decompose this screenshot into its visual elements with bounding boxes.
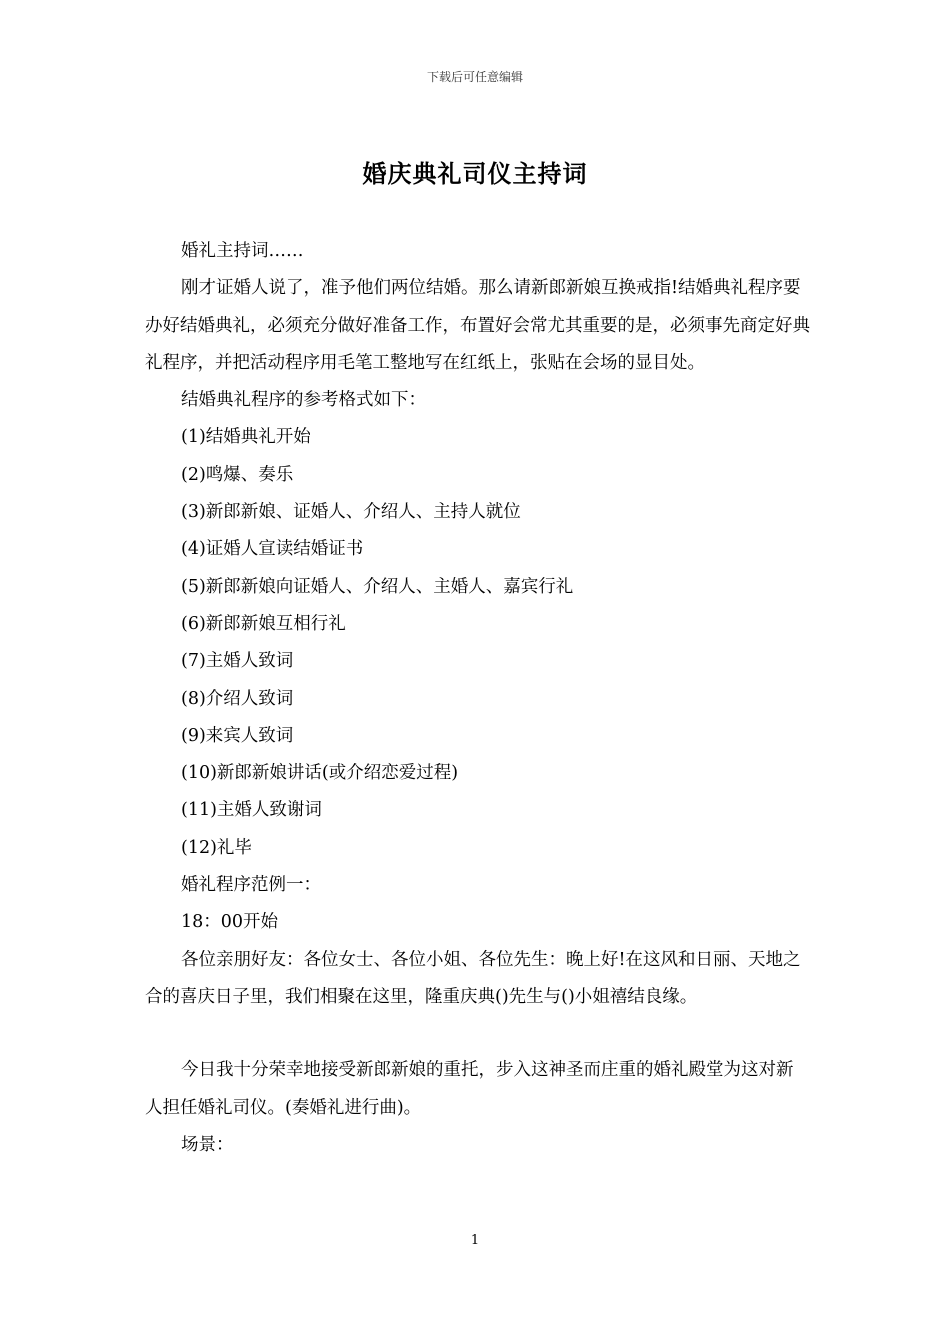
list-item: (12)礼毕 [181,837,252,858]
list-item: (9)来宾人致词 [181,725,294,746]
list-item: (5)新郎新娘向证婚人、介绍人、主婚人、嘉宾行礼 [181,576,574,597]
paragraph: 场景： [181,1134,234,1155]
list-item: (3)新郎新娘、证婚人、介绍人、主持人就位 [181,502,521,523]
list-item: (11)主婚人致谢词 [181,800,322,821]
paragraph: 婚礼主持词…… [181,241,304,261]
paragraph: 婚礼程序范例一： [181,875,321,896]
list-item: (1)结婚典礼开始 [181,427,311,448]
paragraph: 结婚典礼程序的参考格式如下： [181,390,426,411]
page-number: 1 [470,1233,480,1248]
document-body [145,233,810,1164]
page-header: 下载后可任意编辑 [426,70,523,84]
paragraph: 刚才证婚人说了，准予他们两位结婚。那么请新郎新娘互换戒指!结婚典礼程序要办好结婚典礼，必须充分做好准备工作，布置好会常尤其重要的是，必须事先商定好典礼程序，并把活动程序用毛笔工整地写在红纸上，张贴在会场的显目处。 [145,278,810,373]
list-item: (4)证婚人宣读结婚证书 [181,539,364,560]
paragraph: 今日我十分荣幸地接受新郎新娘的重托，步入这神圣而庄重的婚礼殿堂为这对新人担任婚礼司仪。(奏婚礼进行曲)。 [145,1060,794,1118]
paragraph: 各位亲朋好友：各位女士、各位小姐、各位先生：晚上好!在这风和日丽、天地之合的喜庆日子里，我们相聚在这里，隆重庆典()先生与()小姐禧结良缘。 [145,949,801,1007]
list-item: (6)新郎新娘互相行礼 [181,613,346,634]
paragraph: 18：00开始 [181,912,279,933]
document-title: 婚庆典礼司仪主持词 [362,159,588,188]
list-item: (8)介绍人致词 [181,688,294,709]
list-item: (10)新郎新娘讲话(或介绍恋爱过程) [181,763,459,784]
list-item: (2)鸣爆、奏乐 [181,464,294,485]
list-item: (7)主婚人致词 [181,651,294,672]
